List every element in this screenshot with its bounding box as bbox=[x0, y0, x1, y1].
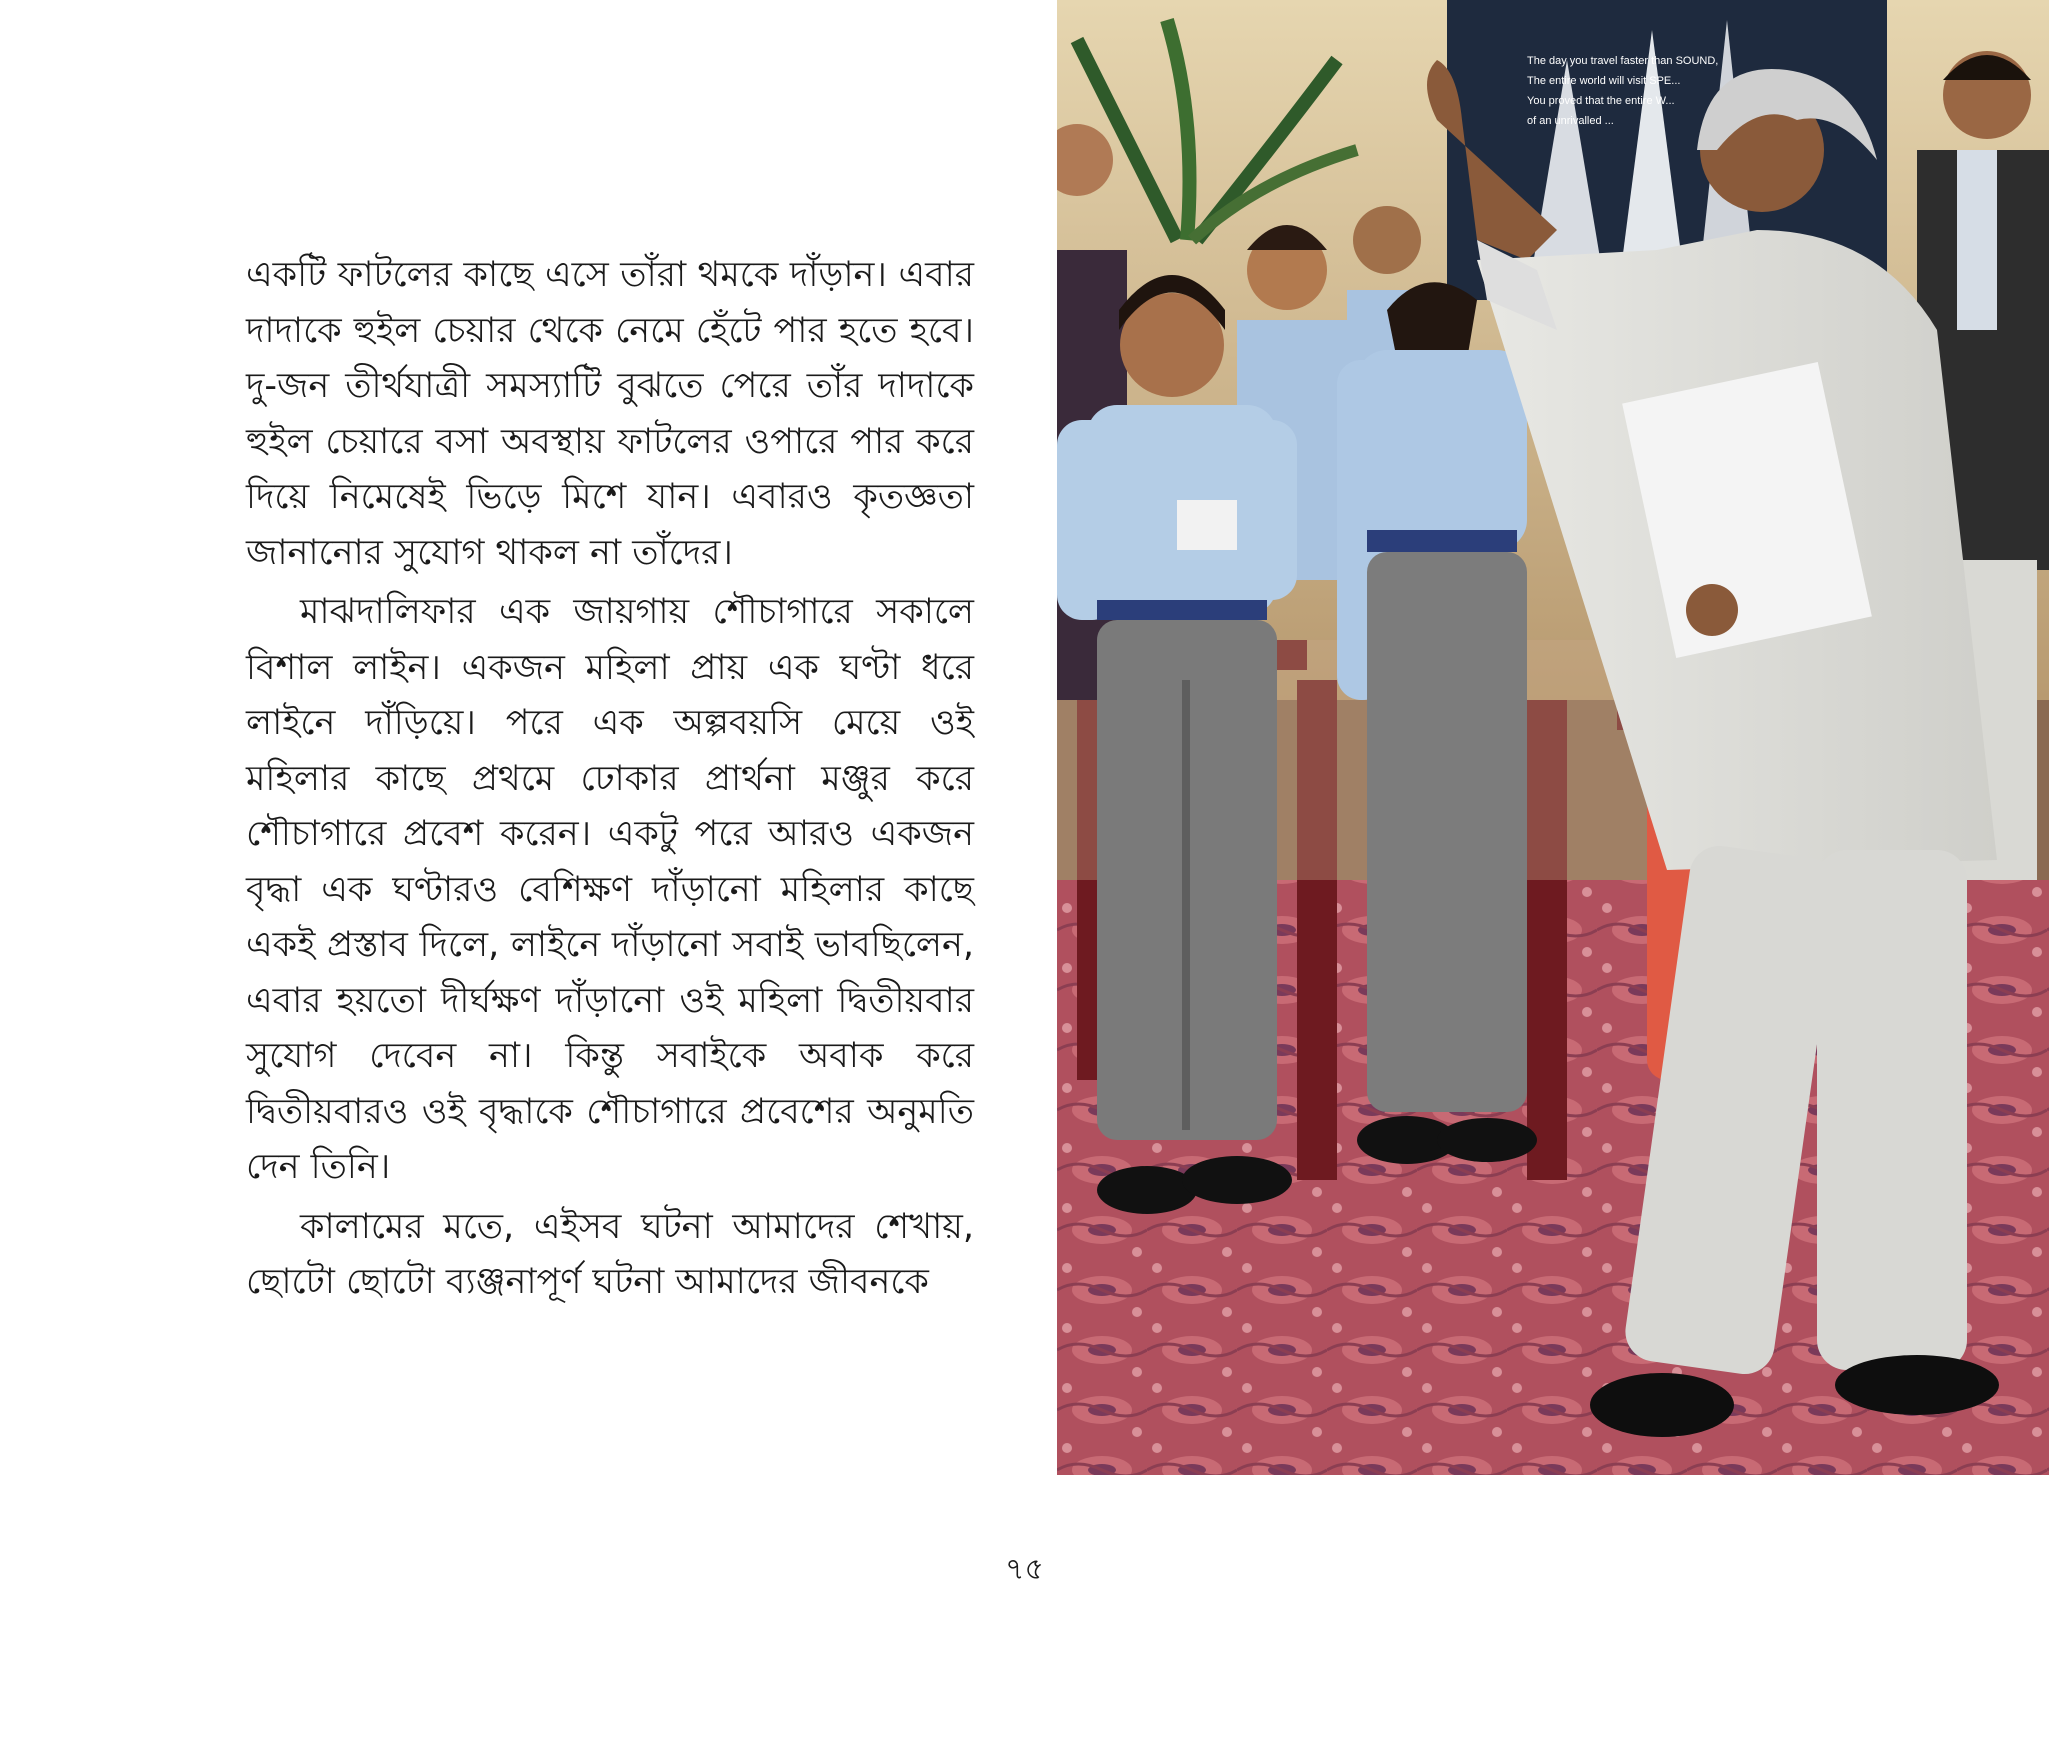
student-boy bbox=[1337, 282, 1537, 1164]
paragraph-1: একটি ফাটলের কাছে এসে তাঁরা থমকে দাঁড়ান। এবার দাদাকে হুইল চেয়ার থেকে নেমে হেঁটে পার হতে হবে। দু-জন তীর্থযাত্রী সমস্যাটি বুঝতে পেরে তাঁর দাদাকে হুইল চেয়ারে বসা অবস্থায় ফাটলের ওপারে পার করে দিয়ে নিমেষেই ভিড়ে মিশে যান। এবারও কৃতজ্ঞতা জানানোর সুযোগ থাকল না তাঁদের। bbox=[246, 255, 974, 573]
svg-text:of an unrivalled ...: of an unrivalled ... bbox=[1527, 115, 1614, 127]
paragraph-3: কালামের মতে, এইসব ঘটনা আমাদের শেখায়, ছোটো ছোটো ব্যঞ্জনাপূর্ণ ঘটনা আমাদের জীবনকে bbox=[246, 1206, 974, 1302]
photograph bbox=[1057, 0, 2049, 1475]
svg-text:The entire world will visit SP: The entire world will visit SPE... bbox=[1527, 75, 1681, 87]
svg-text:You proved that the entire W..: You proved that the entire W... bbox=[1527, 95, 1675, 107]
body-text bbox=[246, 248, 974, 1311]
svg-text:The day you travel faster than: The day you travel faster than SOUND, bbox=[1527, 55, 1719, 67]
page-number: ৭৫ bbox=[1005, 1552, 1044, 1587]
paragraph-2: মাঝদালিফার এক জায়গায় শৌচাগারে সকালে বিশাল লাইন। একজন মহিলা প্রায় এক ঘণ্টা ধরে লাইনে দাঁড়িয়ে। পরে এক অল্পবয়সি মেয়ে ওই মহিলার কাছে প্রথমে ঢোকার প্রার্থনা মঞ্জুর করে শৌচাগারে প্রবেশ করেন। একটু পরে আরও একজন বৃদ্ধা এক ঘণ্টারও বেশিক্ষণ দাঁড়ানো মহিলার কাছে একই প্রস্তাব দিলে, লাইনে দাঁড়ানো সবাই ভাবছিলেন, এবার হয়তো দীর্ঘক্ষণ দাঁড়ানো ওই মহিলা দ্বিতীয়বার সুযোগ দেবেন না। কিন্তু সবাইকে অবাক করে দ্বিতীয়বারও ওই বৃদ্ধাকে শৌচাগারে প্রবেশের অনুমতি দেন তিনি। bbox=[246, 592, 974, 1187]
